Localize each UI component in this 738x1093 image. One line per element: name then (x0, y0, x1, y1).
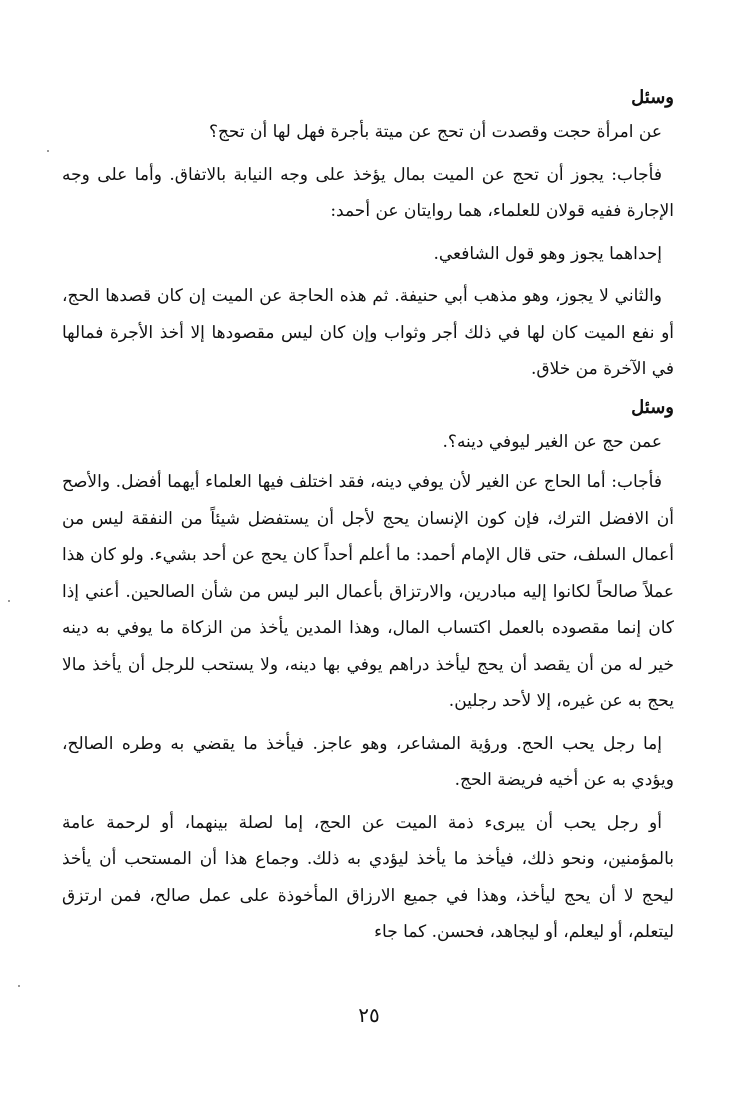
scan-speck (18, 985, 20, 987)
scan-speck (8, 600, 10, 602)
question-2: عمن حج عن الغير ليوفي دينه؟. (442, 431, 662, 452)
section-heading-2: وسئل (631, 396, 674, 418)
page-number: ٢٥ (358, 1003, 380, 1027)
answer-1-paragraph-b: إحداهما يجوز وهو قول الشافعي. (433, 243, 662, 264)
document-body (62, 82, 674, 951)
answer-2-paragraph-c: أو رجل يحب أن يبرىء ذمة الميت عن الحج، إما لصلة بينهما، أو لرحمة عامة بالمؤمنين، ونحو ذلك، فيأخذ ما يأخذ ليؤدي به ذلك. وجماع هذا أن المستحب أن يأخذ ليحج لا أن يحج ليأخذ، وهذا في جميع الارزاق المأخوذة على عمل صالح، فمن ارتزق ليتعلم، أو ليعلم، أو ليجاهد، فحسن. كما جاء (62, 812, 674, 942)
question-1: عن امرأة حجت وقصدت أن تحج عن ميتة بأجرة فهل لها أن تحج؟ (208, 122, 662, 142)
answer-1-paragraph-a: فأجاب: يجوز أن تحج عن الميت بمال يؤخذ على وجه النيابة بالاتفاق. وأما على وجه الإجارة ففيه قولان للعلماء، هما روايتان عن أحمد: (62, 164, 674, 221)
answer-2-paragraph-a: فأجاب: أما الحاج عن الغير لأن يوفي دينه، فقد اختلف فيها العلماء أيهما أفضل. والأصح أن الافضل الترك، فإن كون الإنسان يحج لأجل أن يستفضل شيئاً من النفقة ليس من أعمال السلف، حتى قال الإمام أحمد: ما أعلم أحداً كان يحج عن أحد بشيء. ولو كان هذا عملاً صالحاً لكانوا إليه مبادرين، والارتزاق بأعمال البر ليس من شأن الصالحين. أعني إذا كان إنما مقصوده بالعمل اكتساب المال، وهذا المدين يأخذ من الزكاة ما يوفي به دينه خير له من أن يقصد أن يحج ليأخذ دراهم يوفي بها دينه، ولا يستحب للرجل أن يأخذ مالا يحج به عن غيره، إلا لأحد رجلين. (62, 472, 674, 711)
section-heading-1: وسئل (631, 87, 674, 108)
answer-2-paragraph-b: إما رجل يحب الحج. ورؤية المشاعر، وهو عاجز. فيأخذ ما يقضي به وطره الصالح، ويؤدي به عن أخيه فريضة الحج. (62, 733, 674, 790)
scan-speck (47, 150, 49, 152)
answer-1-paragraph-c: والثاني لا يجوز، وهو مذهب أبي حنيفة. ثم هذه الحاجة عن الميت إن كان قصدها الحج، أو نفع الميت كان لها في ذلك أجر وثواب وإن كان ليس مقصودها إلا أخذ الأجرة فمالها في الآخرة من خلاق. (62, 286, 674, 379)
